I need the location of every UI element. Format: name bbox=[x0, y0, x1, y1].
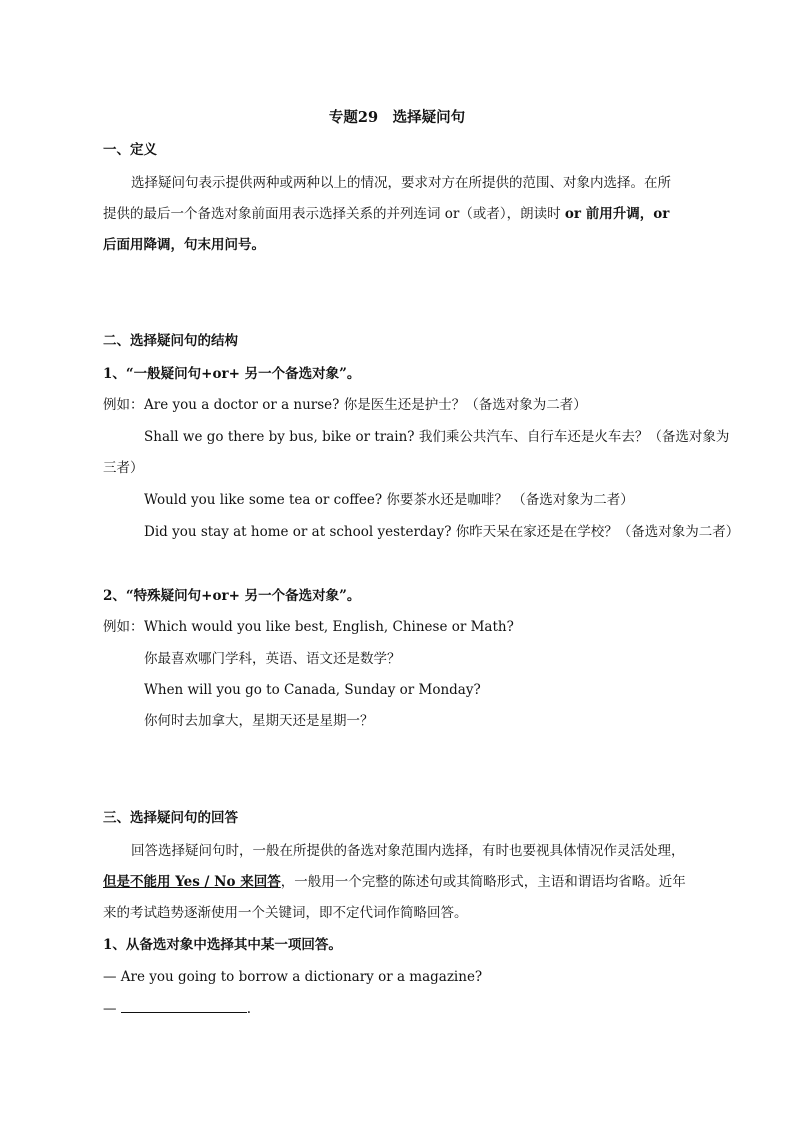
structure-subheading-1: 1、“一般疑问句+or+ 另一个备选对象”。 bbox=[103, 366, 361, 382]
dialogue-question: — Are you going to borrow a dictionary or a magazine? bbox=[103, 969, 483, 985]
example-1-4: Did you stay at home or at school yesterday? 你昨天呆在家还是在学校？（备选对象为二者） bbox=[144, 524, 740, 540]
example-1-2-continued: 三者） bbox=[103, 460, 144, 476]
section-heading-structure: 二、选择疑问句的结构 bbox=[103, 333, 238, 349]
answer-blank[interactable] bbox=[121, 999, 247, 1013]
definition-emphasis: or 前用升调，or bbox=[564, 206, 670, 222]
section-heading-answers: 三、选择疑问句的回答 bbox=[103, 810, 238, 826]
answer-dash: — bbox=[103, 1001, 121, 1017]
section-heading-definition: 一、定义 bbox=[103, 142, 157, 158]
answers-paragraph-line-1: 回答选择疑问句时，一般在所提供的备选对象范围内选择，有时也要视具体情况作灵活处理， bbox=[131, 843, 685, 859]
answers-paragraph-line-2 bbox=[103, 872, 686, 892]
example-prefix-2: 例如： bbox=[103, 619, 144, 635]
definition-paragraph-line-2 bbox=[103, 204, 669, 224]
example-prefix-1: 例如： bbox=[103, 397, 144, 413]
example-2-4: 你何时去加拿大，星期天还是星期一？ bbox=[144, 713, 374, 729]
answer-period: . bbox=[246, 1001, 252, 1017]
example-2-1: Which would you like best, English, Chinese or Math? bbox=[144, 619, 514, 635]
page-title: 专题29 选择疑问句 bbox=[328, 109, 466, 126]
example-1-3: Would you like some tea or coffee? 你要茶水还是咖啡？ （备选对象为二者） bbox=[144, 492, 634, 508]
definition-paragraph-line-1: 选择疑问句表示提供两种或两种以上的情况，要求对方在所提供的范围、对象内选择。在所 bbox=[131, 175, 671, 191]
example-2-2: 你最喜欢哪门学科，英语、语文还是数学？ bbox=[144, 651, 401, 667]
definition-text: 提供的最后一个备选对象前面用表示选择关系的并列连词 or（或者），朗读时 bbox=[103, 206, 565, 222]
answers-subheading-1: 1、从备选对象中选择其中某一项回答。 bbox=[103, 937, 342, 953]
answers-text: ，一般用一个完整的陈述句或其简略形式，主语和谓语均省略。近年 bbox=[280, 874, 686, 890]
dialogue-answer bbox=[103, 999, 251, 1019]
structure-subheading-2: 2、“特殊疑问句+or+ 另一个备选对象”。 bbox=[103, 588, 361, 604]
example-2-3: When will you go to Canada, Sunday or Monday? bbox=[144, 682, 481, 698]
definition-paragraph-line-3: 后面用降调，句末用问号。 bbox=[103, 237, 265, 253]
example-1-2: Shall we go there by bus, bike or train? 我们乘公共汽车、自行车还是火车去？（备选对象为 bbox=[144, 429, 730, 445]
answers-emphasis: 但是不能用 Yes / No 来回答 bbox=[103, 874, 281, 890]
answers-paragraph-line-3: 来的考试趋势逐渐使用一个关键词，即不定代词作简略回答。 bbox=[103, 905, 468, 921]
example-1-1: Are you a doctor or a nurse? 你是医生还是护士？（备选对象为二者） bbox=[144, 397, 587, 413]
